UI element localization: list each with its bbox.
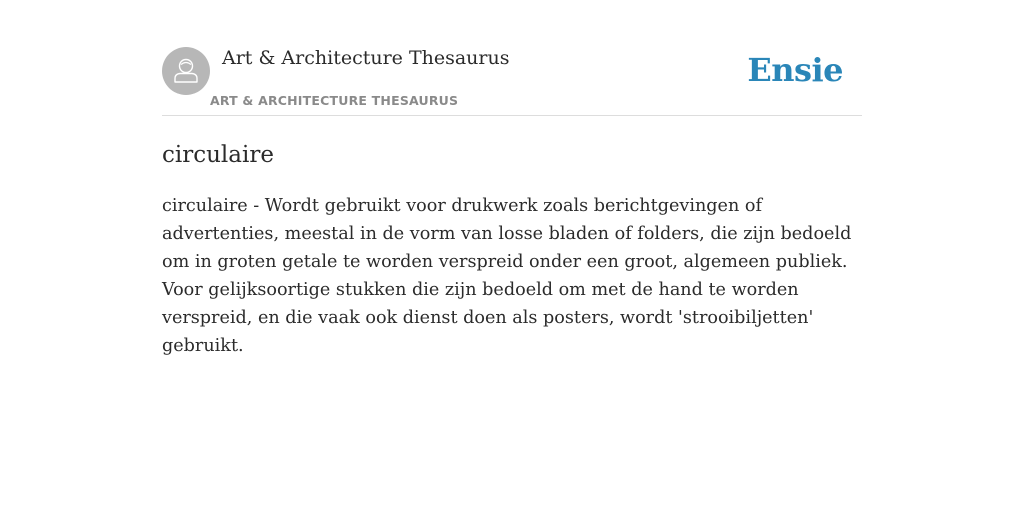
entry-definition: circulaire - Wordt gebruikt voor drukwerk zoals berichtgevingen of advertenties, meestal in de vorm van losse bladen of folders, die zijn bedoeld om in groten getale te worden verspreid onder een groot, algemeen publiek. Voor gelijksoortige stukken die zijn bedoeld om met de hand te worden verspreid, en die vaak ook dienst doen als posters, wordt 'strooibiljetten' gebruikt. — [162, 196, 852, 356]
entry-header — [162, 40, 862, 116]
entry-term: circulaire — [162, 142, 274, 168]
source-title[interactable]: Art & Architecture Thesaurus — [222, 47, 510, 69]
avatar[interactable] — [162, 47, 210, 95]
user-placeholder-icon — [162, 47, 210, 95]
brand-logo[interactable]: Ensie — [747, 51, 843, 89]
entry-card — [162, 40, 862, 360]
source-subtitle[interactable]: ART & ARCHITECTURE THESAURUS — [210, 93, 459, 108]
